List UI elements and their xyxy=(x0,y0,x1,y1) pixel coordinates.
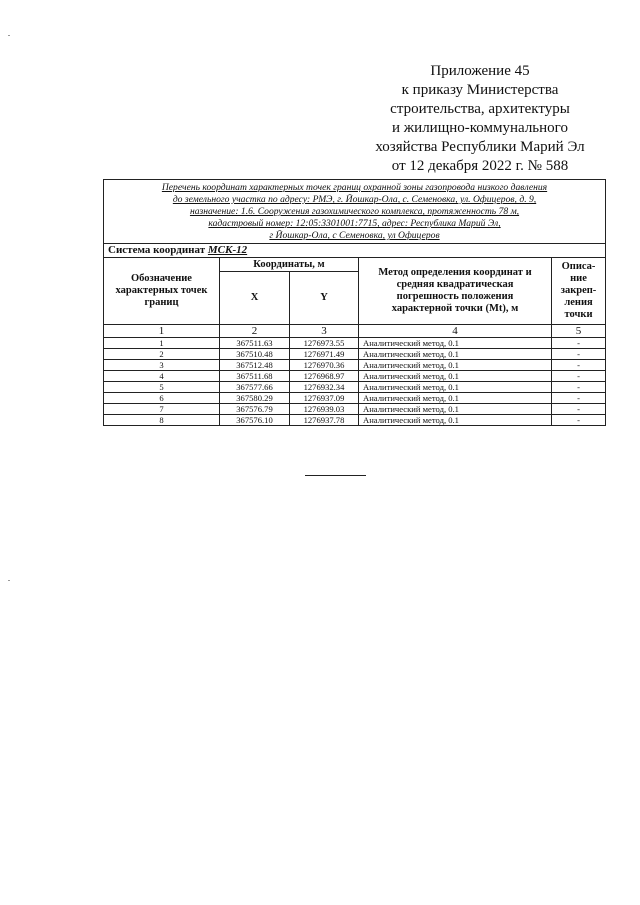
end-rule xyxy=(305,475,366,476)
table-title-line: до земельного участка по адресу: РМЭ, г. Йошкар-Ола, с. Семеновка, ул. Офицеров, д. 9, xyxy=(172,194,537,205)
cell-x: 367576.79 xyxy=(220,404,290,415)
cell-x: 367511.68 xyxy=(220,371,290,382)
cell-x: 367576.10 xyxy=(220,415,290,426)
table-row xyxy=(104,404,606,415)
cell-method: Аналитический метод, 0.1 xyxy=(359,382,552,393)
table-title xyxy=(104,180,606,244)
cell-method: Аналитический метод, 0.1 xyxy=(359,404,552,415)
column-numbers-row xyxy=(104,325,606,338)
cell-method: Аналитический метод, 0.1 xyxy=(359,360,552,371)
appendix-line: и жилищно-коммунального xyxy=(392,120,568,136)
table-title-line: г Йошкар-Ола, с Семеновка, ул Офицеров xyxy=(269,230,440,241)
cell-desc: - xyxy=(552,338,606,349)
table-row xyxy=(104,360,606,371)
appendix-header xyxy=(360,62,600,176)
coordinates-table xyxy=(103,179,606,426)
table-row xyxy=(104,349,606,360)
table-title-line: Перечень координат характерных точек границ охранной зоны газопровода низкого давления xyxy=(161,182,548,193)
cell-method: Аналитический метод, 0.1 xyxy=(359,393,552,404)
cell-x: 367510.48 xyxy=(220,349,290,360)
cell-y: 1276973.55 xyxy=(290,338,359,349)
appendix-line: хозяйства Республики Марий Эл xyxy=(375,139,585,155)
column-number: 1 xyxy=(104,325,220,338)
cell-method: Аналитический метод, 0.1 xyxy=(359,349,552,360)
cell-x: 367512.48 xyxy=(220,360,290,371)
cell-y: 1276968.97 xyxy=(290,371,359,382)
coordinate-system-value: МСК-12 xyxy=(207,244,248,256)
column-number: 3 xyxy=(290,325,359,338)
column-number: 4 xyxy=(359,325,552,338)
cell-desc: - xyxy=(552,382,606,393)
header-designation: Обозначение характерных точек границ xyxy=(104,258,220,325)
cell-desc: - xyxy=(552,393,606,404)
cell-point: 5 xyxy=(104,382,220,393)
cell-x: 367511.63 xyxy=(220,338,290,349)
appendix-line: от 12 декабря 2022 г. № 588 xyxy=(391,158,569,174)
appendix-line: к приказу Министерства xyxy=(401,82,559,98)
scan-mark xyxy=(8,580,10,581)
table-row xyxy=(104,382,606,393)
table-row xyxy=(104,393,606,404)
header-coordinates: Координаты, м xyxy=(220,258,359,272)
cell-point: 8 xyxy=(104,415,220,426)
table-row xyxy=(104,338,606,349)
cell-y: 1276932.34 xyxy=(290,382,359,393)
cell-desc: - xyxy=(552,349,606,360)
cell-point: 6 xyxy=(104,393,220,404)
table-row xyxy=(104,371,606,382)
cell-y: 1276939.03 xyxy=(290,404,359,415)
scan-mark xyxy=(8,35,10,36)
cell-desc: - xyxy=(552,360,606,371)
cell-x: 367580.29 xyxy=(220,393,290,404)
table-title-line: кадастровый номер: 12:05:3301001:7715, адрес: Республика Марий Эл, xyxy=(208,218,501,229)
cell-desc: - xyxy=(552,404,606,415)
cell-y: 1276970.36 xyxy=(290,360,359,371)
header-method: Метод определения координат и средняя квадратическая погрешность положения характерной точки (Mt), м xyxy=(359,258,552,325)
table-row xyxy=(104,415,606,426)
header-description: Описа- ние закреп- ления точки xyxy=(552,258,606,325)
appendix-line: Приложение 45 xyxy=(430,63,530,79)
cell-x: 367577.66 xyxy=(220,382,290,393)
table-title-line: назначение: 1.6. Сооружения газохимического комплекса, протяженность 78 м, xyxy=(189,206,520,217)
cell-point: 2 xyxy=(104,349,220,360)
cell-point: 3 xyxy=(104,360,220,371)
header-x: X xyxy=(220,272,290,325)
cell-y: 1276971.49 xyxy=(290,349,359,360)
cell-point: 4 xyxy=(104,371,220,382)
cell-y: 1276937.09 xyxy=(290,393,359,404)
cell-method: Аналитический метод, 0.1 xyxy=(359,415,552,426)
cell-method: Аналитический метод, 0.1 xyxy=(359,338,552,349)
column-number: 2 xyxy=(220,325,290,338)
appendix-line: строительства, архитектуры xyxy=(390,101,570,117)
coordinate-system-label: Система координат xyxy=(108,244,206,256)
cell-point: 7 xyxy=(104,404,220,415)
coordinate-system xyxy=(104,244,606,258)
cell-desc: - xyxy=(552,415,606,426)
cell-method: Аналитический метод, 0.1 xyxy=(359,371,552,382)
cell-y: 1276937.78 xyxy=(290,415,359,426)
header-y: Y xyxy=(290,272,359,325)
column-number: 5 xyxy=(552,325,606,338)
cell-desc: - xyxy=(552,371,606,382)
cell-point: 1 xyxy=(104,338,220,349)
